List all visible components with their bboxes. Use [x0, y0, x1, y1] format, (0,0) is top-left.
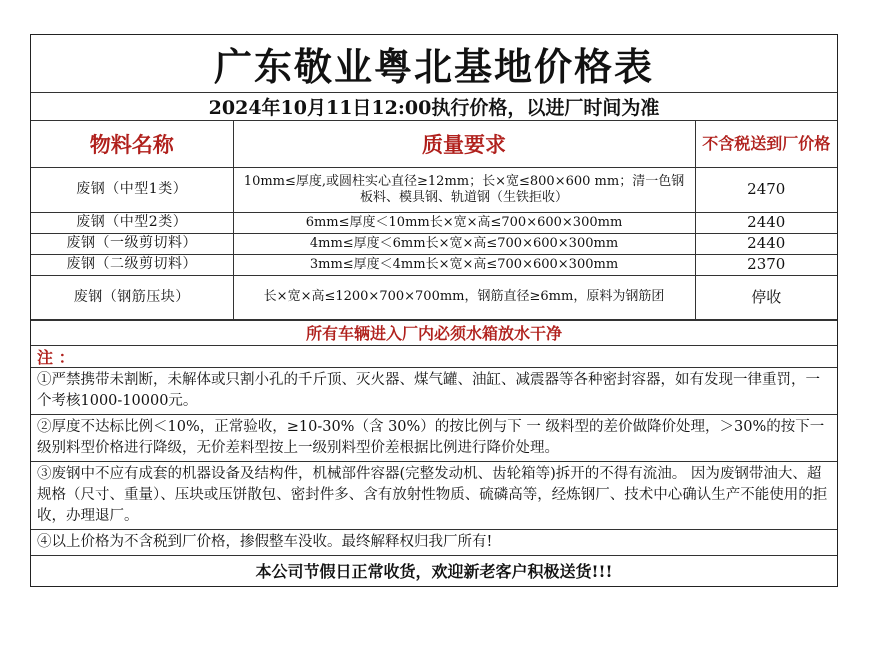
price-value: 2470 — [695, 167, 837, 212]
note-item: ②厚度不达标比例＜10%，正常验收，≥10-30%（含 30%）的按比例与下 一 级料型的差价做降价处理，＞30%的按下一级别料型价格进行降级，无价差料型按上一级别料型价差根据比例进行降价处理。 — [31, 415, 837, 462]
price-table-wrapper — [31, 121, 837, 321]
quality-requirement: 3mm≤厚度＜4mm长×宽×高≤700×600×300mm — [233, 254, 695, 275]
price-value: 2440 — [695, 233, 837, 254]
footer-notice: 本公司节假日正常收货，欢迎新老客户积极送货!!! — [255, 562, 613, 581]
table-row — [31, 254, 837, 275]
table-row — [31, 275, 837, 319]
price-table — [31, 121, 837, 320]
quality-requirement: 6mm≤厚度＜10mm长×宽×高≤700×600×300mm — [233, 212, 695, 233]
quality-requirement: 长×宽×高≤1200×700×700mm，钢筋直径≥6mm，原料为钢筋团 — [233, 275, 695, 319]
table-row — [31, 212, 837, 233]
price-sheet — [30, 34, 838, 587]
table-header-row — [31, 121, 837, 167]
effective-date: 2024年10月11日12:00执行价格，以进厂时间为准 — [31, 93, 837, 121]
table-row — [31, 167, 837, 212]
note-item: ①严禁携带未割断，未解体或只割小孔的千斤顶、灭火器、煤气罐、油缸、减震器等各种密封容器，如有发现一律重罚，一个考核1000-10000元。 — [31, 368, 837, 415]
note-item: ④以上价格为不含税到厂价格，掺假整车没收。最终解释权归我厂所有! — [31, 530, 837, 556]
vehicle-warning: 所有车辆进入厂内必须水箱放水干净 — [31, 321, 837, 346]
header-quality: 质量要求 — [233, 121, 695, 167]
quality-requirement: 10mm≤厚度,或圆柱实心直径≥12mm；长×宽≤800×600 mm；清一色钢板料、模具钢、轨道钢（生铁拒收） — [233, 167, 695, 212]
material-name: 废钢（中型2类） — [31, 212, 233, 233]
page-title: 广东敬业粤北基地价格表 — [31, 35, 837, 93]
material-name: 废钢（中型1类） — [31, 167, 233, 212]
table-row — [31, 233, 837, 254]
material-name: 废钢（一级剪切料） — [31, 233, 233, 254]
price-value: 2370 — [695, 254, 837, 275]
quality-requirement: 4mm≤厚度＜6mm长×宽×高≤700×600×300mm — [233, 233, 695, 254]
header-price: 不含税送到厂价格 — [695, 121, 837, 167]
price-value: 停收 — [695, 275, 837, 319]
header-material-name: 物料名称 — [31, 121, 233, 167]
notes-label: 注 ： — [31, 346, 837, 368]
price-value: 2440 — [695, 212, 837, 233]
note-item: ③废钢中不应有成套的机器设备及结构件，机械部件容器(完整发动机、齿轮箱等)拆开的不得有流油。 因为废钢带油大、超规格（尺寸、重量）、压块或压饼散包、密封件多、含有放射性物质、硫磷高等，经炼钢厂、技术中心确认生产不能使用的拒收，办理退厂。 — [31, 462, 837, 530]
material-name: 废钢（钢筋压块） — [31, 275, 233, 319]
material-name: 废钢（二级剪切料） — [31, 254, 233, 275]
